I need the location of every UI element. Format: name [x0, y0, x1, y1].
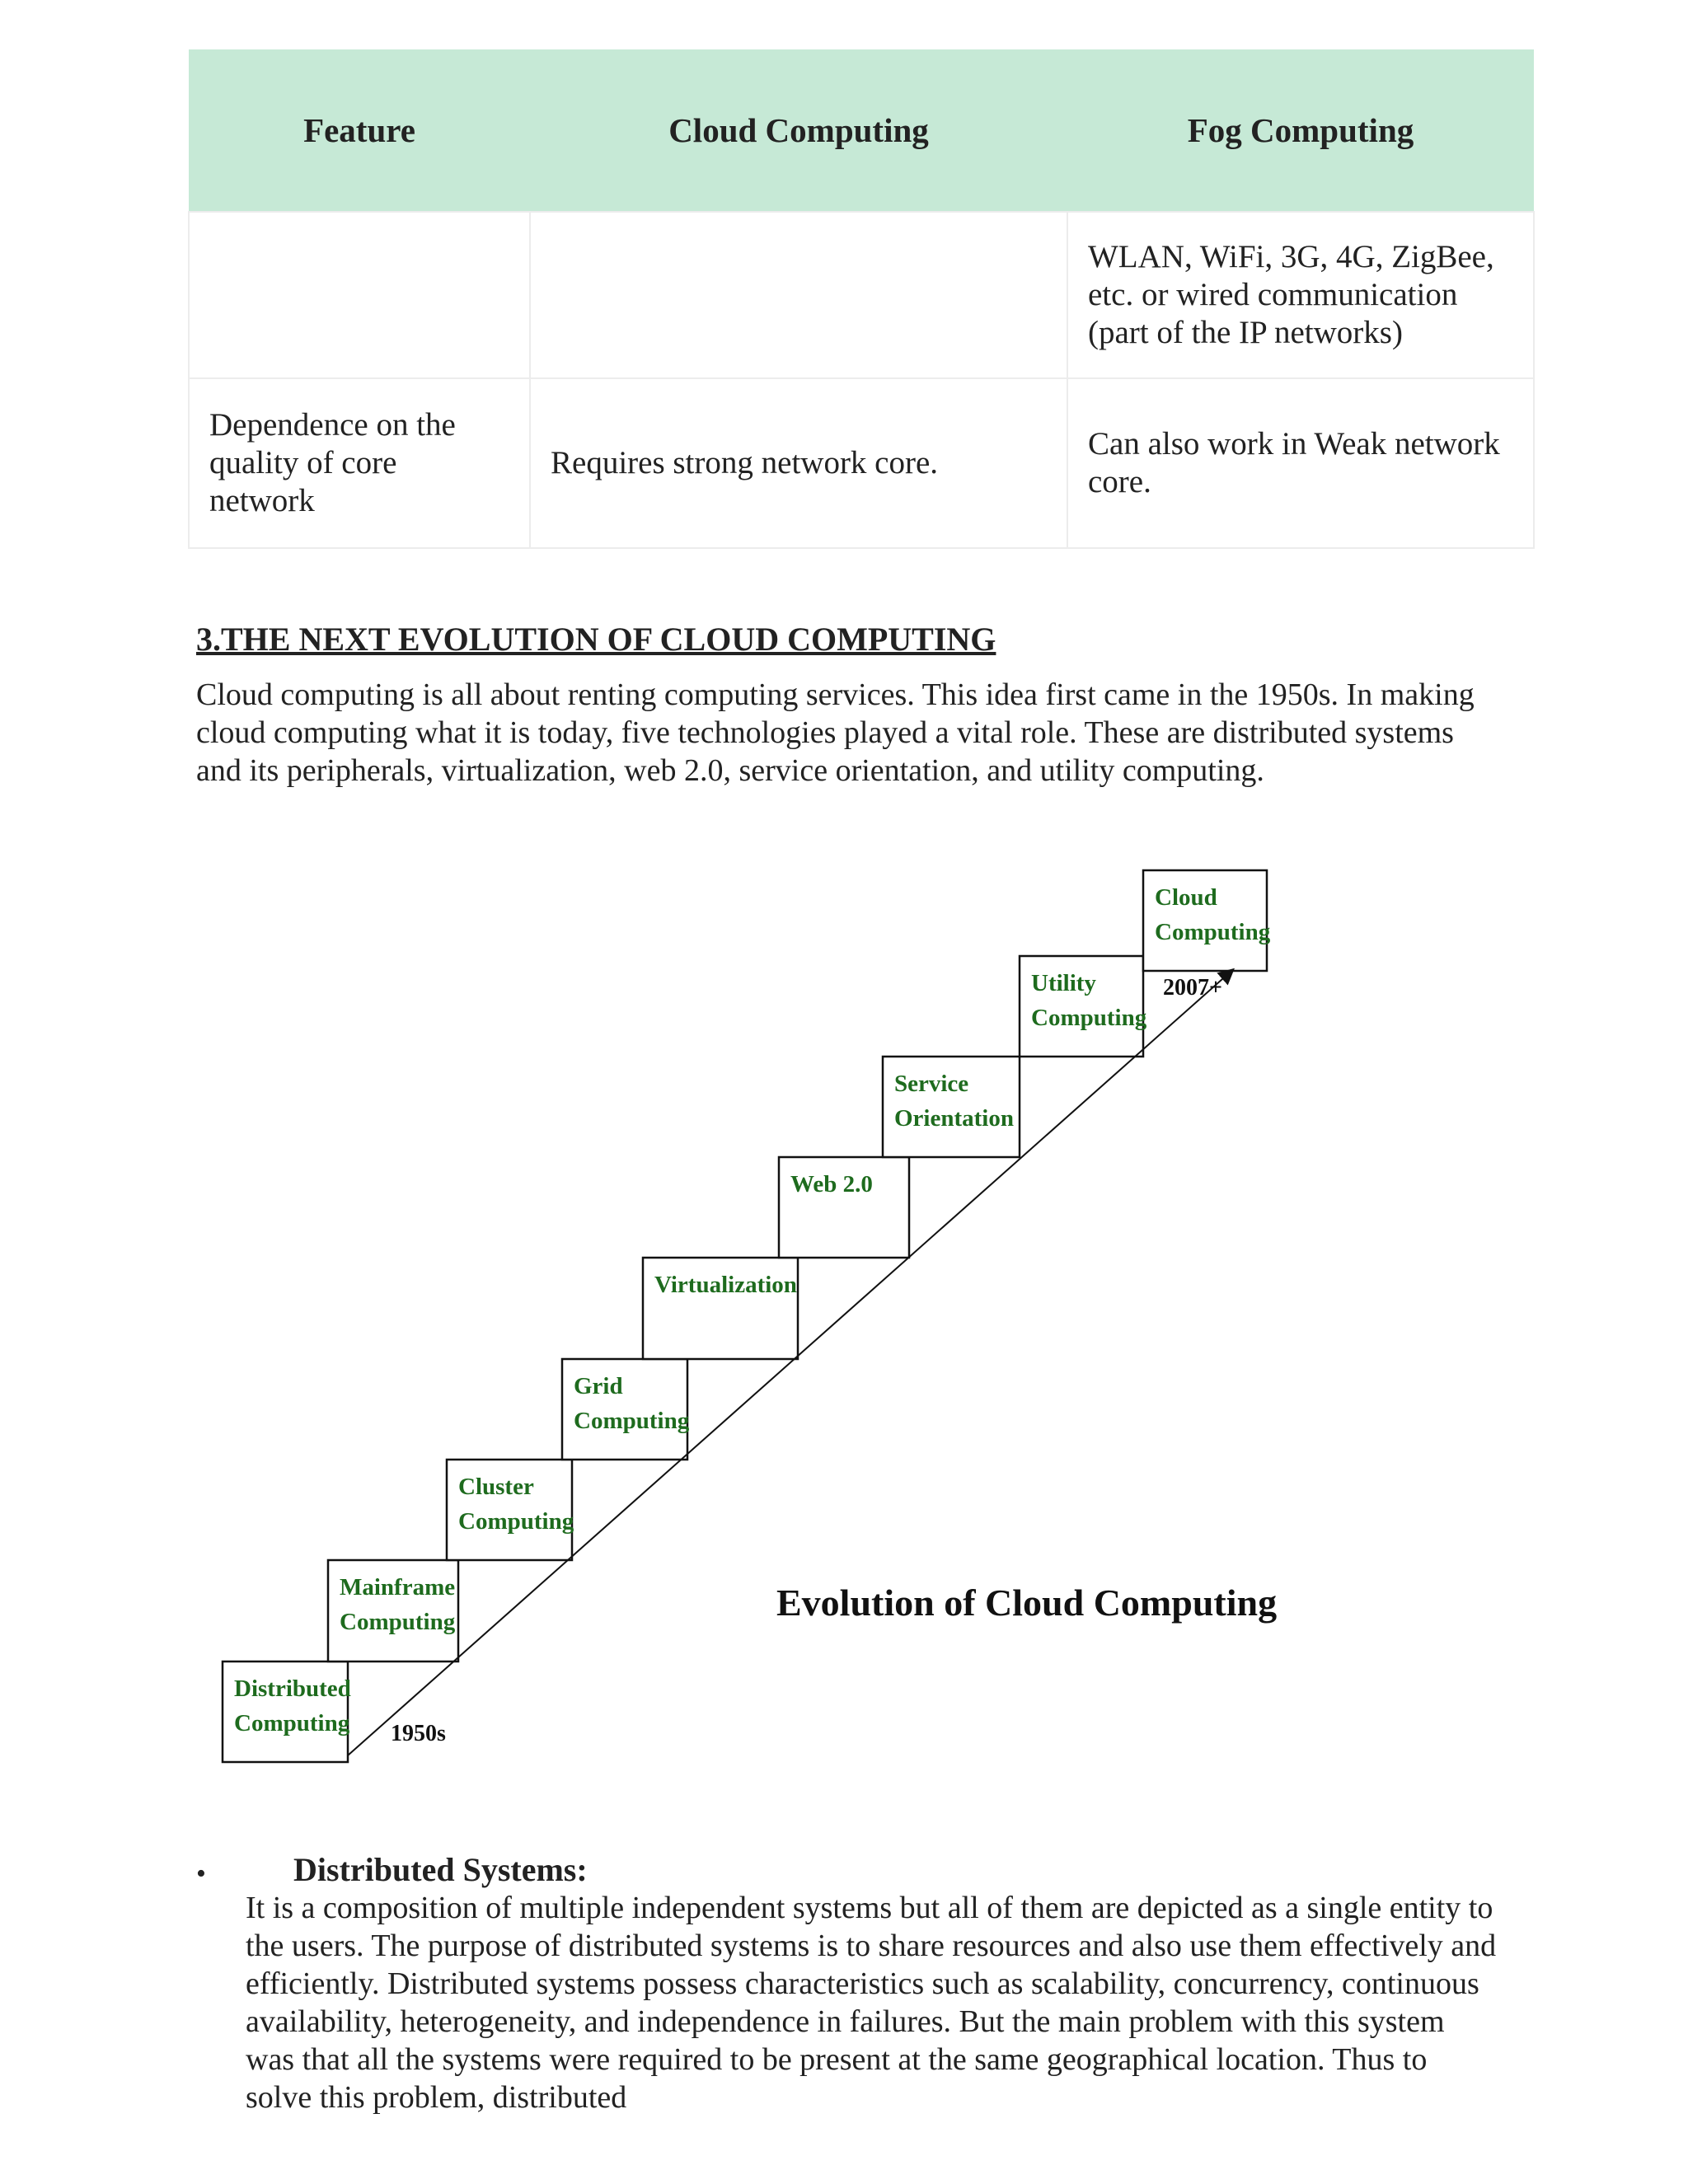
step-service-orientation [883, 1057, 1020, 1157]
header-feature: Feature [189, 49, 530, 212]
step-utility-computing [1020, 956, 1147, 1057]
bullet-marker: • [196, 1858, 206, 1889]
step-web-2-0 [779, 1157, 909, 1258]
step-label: Virtualization [654, 1272, 797, 1298]
step-label: Utility [1031, 970, 1096, 996]
step-label: Distributed [234, 1675, 351, 1702]
start-era-label: 1950s [391, 1721, 446, 1746]
step-label: Computing [574, 1408, 690, 1434]
table-cell: WLAN, WiFi, 3G, 4G, ZigBee, etc. or wired communication (part of the IP networks) [1067, 212, 1534, 378]
step-cluster-computing [447, 1460, 574, 1560]
step-label: Computing [340, 1609, 456, 1635]
step-label: Computing [1155, 919, 1271, 945]
step-label: Computing [234, 1710, 350, 1736]
intro-paragraph: Cloud computing is all about renting computing services. This idea first came in the 1950s. In making cloud computing what it is today, five technologies played a vital role. These are distributed systems and its peripherals, virtualization, web 2.0, service orientation, and utility computing. [196, 677, 1475, 788]
table-cell: Can also work in Weak network core. [1067, 378, 1534, 548]
step-label: Computing [458, 1508, 574, 1535]
step-label: Grid [574, 1373, 623, 1399]
step-distributed-computing [223, 1661, 351, 1762]
section-heading: 3.THE NEXT EVOLUTION OF CLOUD COMPUTING [196, 621, 996, 658]
timeline-arrow [348, 972, 1230, 1755]
step-label: Cluster [458, 1474, 534, 1500]
bullet-body: It is a composition of multiple independent systems but all of them are depicted as a single entity to the users. The purpose of distributed systems is to share resources and also use them effectively and efficiently. Distributed systems possess characteristics such as scalability, concurrency, continuous availability, heterogeneity, and independence in failures. But the main problem with this system was that all the systems were required to be present at the same geographical location. Thus to solve this problem, distributed [246, 1891, 1497, 2115]
table-cell: Requires strong network core. [530, 378, 1067, 548]
step-label: Cloud [1155, 884, 1217, 911]
step-label: Orientation [894, 1105, 1014, 1132]
bullet-title: Distributed Systems: [293, 1851, 588, 1888]
step-label: Computing [1031, 1005, 1147, 1031]
table-cell: Dependence on the quality of core network [189, 378, 530, 548]
step-grid-computing [562, 1359, 690, 1460]
header-fog-computing: Fog Computing [1067, 49, 1534, 212]
diagram-title: Evolution of Cloud Computing [776, 1582, 1278, 1624]
step-virtualization [643, 1258, 798, 1359]
step-label: Web 2.0 [790, 1171, 873, 1197]
step-label: Service [894, 1071, 969, 1097]
step-mainframe-computing [328, 1560, 458, 1661]
step-label: Mainframe [340, 1574, 456, 1601]
end-era-label: 2007+ [1163, 975, 1222, 1001]
step-cloud-computing [1143, 870, 1271, 971]
header-cloud-computing: Cloud Computing [530, 49, 1067, 212]
